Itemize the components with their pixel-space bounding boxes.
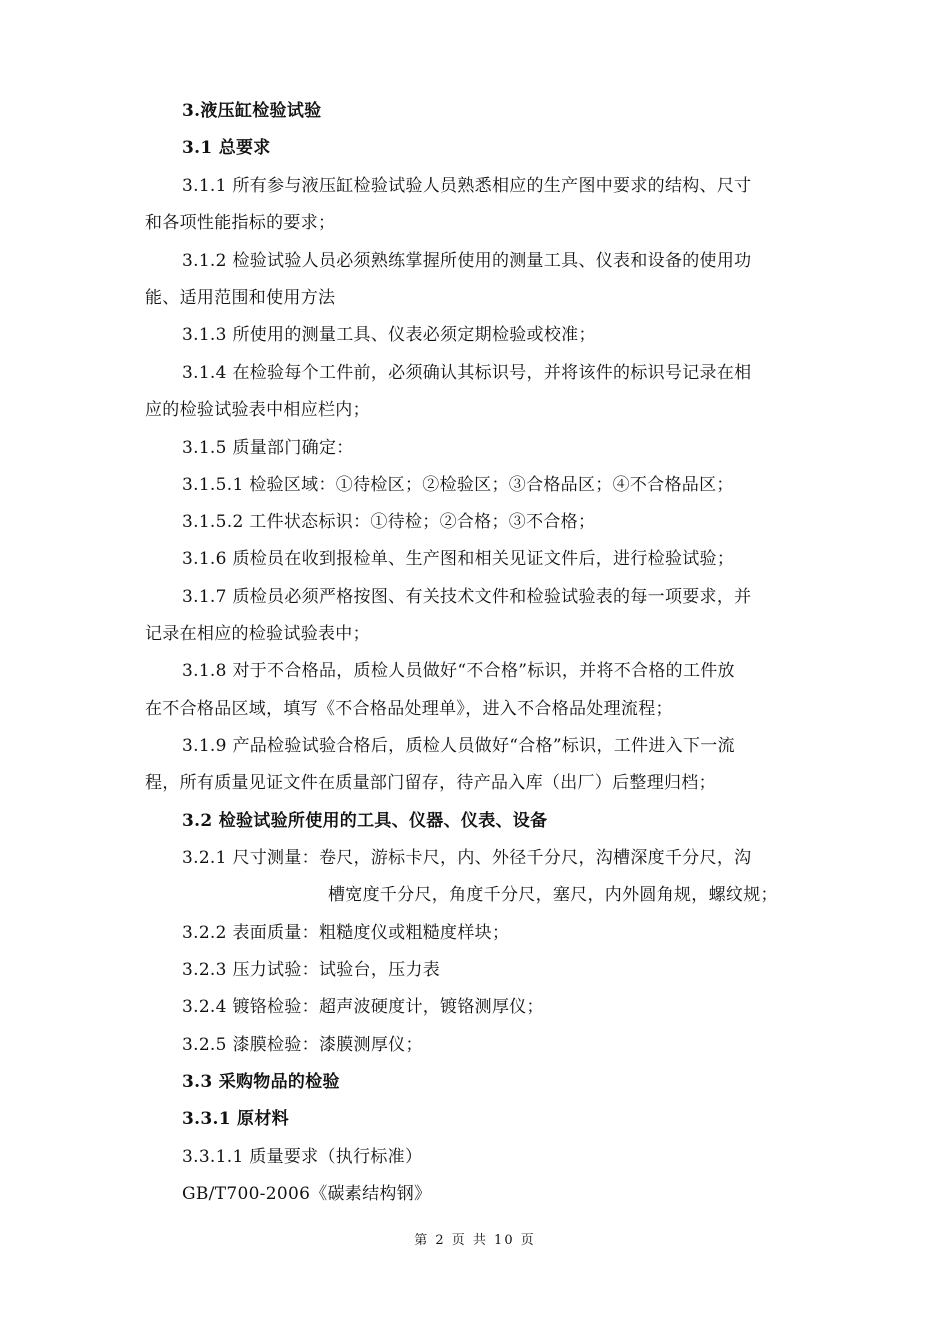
subsection-heading: 3.3.1 原材料 <box>182 1109 289 1129</box>
paragraph-line: 3.2.1 尺寸测量：卷尺，游标卡尺，内、外径千分尺，沟槽深度千分尺，沟 <box>182 848 752 868</box>
paragraph-line: 应的检验试验表中相应栏内； <box>145 400 370 420</box>
paragraph-line: 3.2.5 漆膜检验：漆膜测厚仪； <box>182 1035 423 1055</box>
paragraph-line: 3.1.5.2 工件状态标识：①待检；②合格；③不合格； <box>182 512 596 532</box>
paragraph-line: 3.2.2 表面质量：粗糙度仪或粗糙度样块； <box>182 923 510 943</box>
subsection-heading: 3.1 总要求 <box>182 138 271 158</box>
paragraph-line: 3.1.1 所有参与液压缸检验试验人员熟悉相应的生产图中要求的结构、尺寸 <box>182 176 752 196</box>
paragraph-line: 3.1.8 对于不合格品，质检人员做好“不合格”标识，并将不合格的工件放 <box>182 661 735 681</box>
section-heading: 3.液压缸检验试验 <box>182 101 322 121</box>
paragraph-line: 记录在相应的检验试验表中； <box>145 624 370 644</box>
paragraph-line: 3.1.4 在检验每个工件前，必须确认其标识号，并将该件的标识号记录在相 <box>182 363 752 383</box>
paragraph-line: 3.1.5.1 检验区域：①待检区；②检验区；③合格品区；④不合格品区； <box>182 475 734 495</box>
paragraph-line: 3.2.3 压力试验：试验台，压力表 <box>182 960 441 980</box>
paragraph-line: 3.3.1.1 质量要求（执行标准） <box>182 1147 423 1167</box>
paragraph-line: 3.1.5 质量部门确定： <box>182 438 354 458</box>
paragraph-line: 能、适用范围和使用方法 <box>145 288 336 308</box>
subsection-heading: 3.3 采购物品的检验 <box>182 1072 340 1092</box>
paragraph-line: 3.1.6 质检员在收到报检单、生产图和相关见证文件后，进行检验试验； <box>182 549 735 569</box>
paragraph-line: 程，所有质量见证文件在质量部门留存，待产品入库（出厂）后整理归档； <box>145 773 716 793</box>
paragraph-line: 3.2.4 镀铬检验：超声波硬度计，镀铬测厚仪； <box>182 997 544 1017</box>
paragraph-line: 3.1.7 质检员必须严格按图、有关技术文件和检验试验表的每一项要求，并 <box>182 587 752 607</box>
paragraph-line: 3.1.2 检验试验人员必须熟练掌握所使用的测量工具、仪表和设备的使用功 <box>182 251 752 271</box>
paragraph-line: 和各项性能指标的要求； <box>145 213 336 233</box>
standard-reference: GB/T700-2006《碳素结构钢》 <box>182 1184 432 1204</box>
subsection-heading: 3.2 检验试验所使用的工具、仪器、仪表、设备 <box>182 811 548 831</box>
paragraph-line: 3.1.3 所使用的测量工具、仪表必须定期检验或校准； <box>182 325 596 345</box>
page-number-footer: 第 2 页 共 10 页 <box>414 1233 536 1248</box>
paragraph-line: 在不合格品区域，填写《不合格品处理单》，进入不合格品处理流程； <box>145 699 673 719</box>
paragraph-line: 槽宽度千分尺，角度千分尺，塞尺，内外圆角规，螺纹规； <box>328 885 778 905</box>
paragraph-line: 3.1.9 产品检验试验合格后，质检人员做好“合格”标识，工件进入下一流 <box>182 736 735 756</box>
